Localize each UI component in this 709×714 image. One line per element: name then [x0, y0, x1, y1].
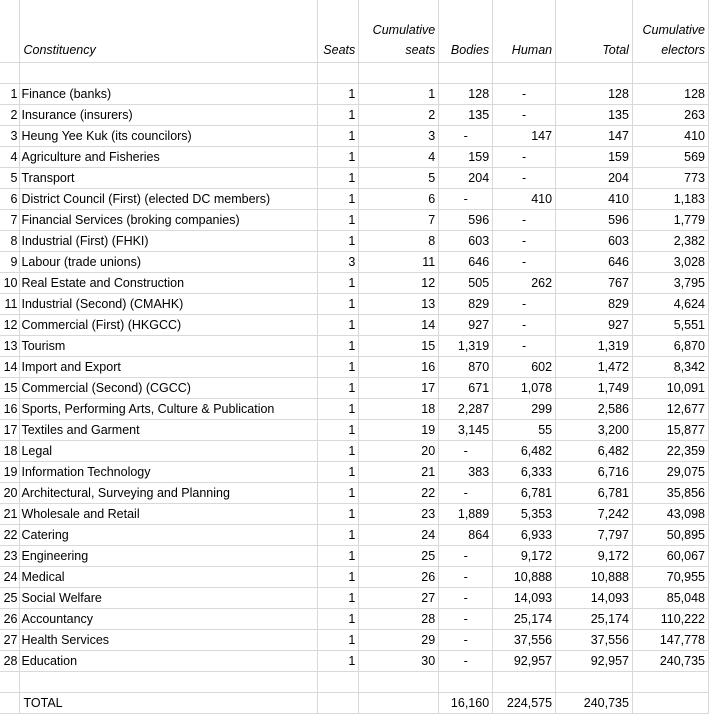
row-seats[interactable]: 1 — [318, 651, 359, 672]
table-row — [0, 252, 709, 273]
row-constituency[interactable]: Information Technology — [20, 462, 318, 483]
row-constituency[interactable]: Insurance (insurers) — [20, 105, 318, 126]
row-index[interactable]: 15 — [0, 378, 20, 399]
row-cumulative-electors[interactable]: 4,624 — [632, 294, 708, 315]
row-total[interactable]: 159 — [556, 147, 633, 168]
row-seats[interactable]: 1 — [318, 210, 359, 231]
table-row — [0, 420, 709, 441]
row-cumulative-electors[interactable]: 1,183 — [632, 189, 708, 210]
row-index[interactable]: 11 — [0, 294, 20, 315]
row-cumulative-seats[interactable]: 22 — [359, 483, 439, 504]
row-cumulative-seats[interactable]: 1 — [359, 84, 439, 105]
row-bodies[interactable]: - — [439, 567, 493, 588]
table-row — [0, 231, 709, 252]
total-bodies[interactable]: 16,160 — [439, 693, 493, 714]
row-human[interactable]: 147 — [493, 126, 556, 147]
row-index[interactable]: 16 — [0, 399, 20, 420]
row-constituency[interactable]: Financial Services (broking companies) — [20, 210, 318, 231]
row-cumulative-electors[interactable]: 3,795 — [632, 273, 708, 294]
row-total[interactable]: 37,556 — [556, 630, 633, 651]
total-seats-cell[interactable] — [318, 693, 359, 714]
header-cumulative-electors-line1: Cumulative — [642, 23, 705, 37]
row-human[interactable]: 299 — [493, 399, 556, 420]
row-bodies[interactable]: 128 — [439, 84, 493, 105]
row-total[interactable]: 1,472 — [556, 357, 633, 378]
row-index[interactable]: 13 — [0, 336, 20, 357]
row-seats[interactable]: 1 — [318, 462, 359, 483]
row-seats[interactable]: 3 — [318, 252, 359, 273]
row-total[interactable]: 767 — [556, 273, 633, 294]
cell[interactable] — [493, 63, 556, 84]
row-constituency[interactable]: Accountancy — [20, 609, 318, 630]
row-total[interactable]: 6,482 — [556, 441, 633, 462]
row-total[interactable]: 147 — [556, 126, 633, 147]
cell[interactable] — [20, 63, 318, 84]
row-cumulative-electors[interactable]: 410 — [632, 126, 708, 147]
header-constituency[interactable]: Constituency — [20, 0, 318, 63]
row-bodies[interactable]: 671 — [439, 378, 493, 399]
cell[interactable] — [359, 63, 439, 84]
table-row — [0, 168, 709, 189]
row-index[interactable]: 21 — [0, 504, 20, 525]
cell[interactable] — [493, 672, 556, 693]
row-human[interactable]: 5,353 — [493, 504, 556, 525]
table-row — [0, 336, 709, 357]
total-row — [0, 693, 709, 714]
row-constituency[interactable]: Import and Export — [20, 357, 318, 378]
cell[interactable] — [20, 672, 318, 693]
row-constituency[interactable]: Textiles and Garment — [20, 420, 318, 441]
cell[interactable] — [556, 63, 633, 84]
header-human[interactable]: Human — [493, 0, 556, 63]
row-cumulative-seats[interactable]: 27 — [359, 588, 439, 609]
table-row — [0, 147, 709, 168]
row-bodies[interactable]: 383 — [439, 462, 493, 483]
row-total[interactable]: 603 — [556, 231, 633, 252]
total-total[interactable]: 240,735 — [556, 693, 633, 714]
header-total[interactable]: Total — [556, 0, 633, 63]
row-total[interactable]: 9,172 — [556, 546, 633, 567]
header-cumulative-electors[interactable] — [632, 0, 708, 63]
row-human[interactable]: - — [493, 294, 556, 315]
row-cumulative-seats[interactable]: 18 — [359, 399, 439, 420]
row-seats[interactable]: 1 — [318, 504, 359, 525]
row-index[interactable]: 7 — [0, 210, 20, 231]
cell[interactable] — [0, 672, 20, 693]
row-index[interactable]: 12 — [0, 315, 20, 336]
row-total[interactable]: 1,319 — [556, 336, 633, 357]
row-cumulative-electors[interactable]: 10,091 — [632, 378, 708, 399]
row-seats[interactable]: 1 — [318, 378, 359, 399]
row-cumulative-electors[interactable]: 70,955 — [632, 567, 708, 588]
row-human[interactable]: 6,781 — [493, 483, 556, 504]
row-human[interactable]: 1,078 — [493, 378, 556, 399]
row-cumulative-seats[interactable]: 28 — [359, 609, 439, 630]
row-constituency[interactable]: Medical — [20, 567, 318, 588]
table-row — [0, 189, 709, 210]
row-human[interactable]: - — [493, 105, 556, 126]
row-constituency[interactable]: Health Services — [20, 630, 318, 651]
row-bodies[interactable]: - — [439, 588, 493, 609]
row-cumulative-seats[interactable]: 21 — [359, 462, 439, 483]
row-human[interactable]: - — [493, 147, 556, 168]
header-row — [0, 0, 709, 63]
row-cumulative-electors[interactable]: 15,877 — [632, 420, 708, 441]
row-bodies[interactable]: 204 — [439, 168, 493, 189]
row-constituency[interactable]: Labour (trade unions) — [20, 252, 318, 273]
row-cumulative-electors[interactable]: 128 — [632, 84, 708, 105]
row-seats[interactable]: 1 — [318, 105, 359, 126]
row-human[interactable]: - — [493, 84, 556, 105]
row-seats[interactable]: 1 — [318, 630, 359, 651]
row-constituency[interactable]: Catering — [20, 525, 318, 546]
row-cumulative-seats[interactable]: 2 — [359, 105, 439, 126]
row-total[interactable]: 14,093 — [556, 588, 633, 609]
row-constituency[interactable]: Industrial (First) (FHKI) — [20, 231, 318, 252]
row-bodies[interactable]: 1,319 — [439, 336, 493, 357]
row-constituency[interactable]: Sports, Performing Arts, Culture & Publication — [20, 399, 318, 420]
row-seats[interactable]: 1 — [318, 399, 359, 420]
row-cumulative-seats[interactable]: 5 — [359, 168, 439, 189]
row-human[interactable]: 410 — [493, 189, 556, 210]
row-human[interactable]: 55 — [493, 420, 556, 441]
row-constituency[interactable]: Engineering — [20, 546, 318, 567]
table-row — [0, 504, 709, 525]
row-constituency[interactable]: District Council (First) (elected DC members) — [20, 189, 318, 210]
row-total[interactable]: 6,716 — [556, 462, 633, 483]
row-bodies[interactable]: 3,145 — [439, 420, 493, 441]
row-index[interactable]: 22 — [0, 525, 20, 546]
row-cumulative-electors[interactable]: 6,870 — [632, 336, 708, 357]
row-total[interactable]: 25,174 — [556, 609, 633, 630]
row-bodies[interactable]: - — [439, 609, 493, 630]
row-cumulative-seats[interactable]: 6 — [359, 189, 439, 210]
row-index[interactable]: 3 — [0, 126, 20, 147]
row-seats[interactable]: 1 — [318, 336, 359, 357]
row-index[interactable]: 4 — [0, 147, 20, 168]
row-index[interactable]: 27 — [0, 630, 20, 651]
row-bodies[interactable]: 927 — [439, 315, 493, 336]
row-constituency[interactable]: Heung Yee Kuk (its councilors) — [20, 126, 318, 147]
cell[interactable] — [359, 672, 439, 693]
row-total[interactable]: 927 — [556, 315, 633, 336]
row-bodies[interactable]: 603 — [439, 231, 493, 252]
row-total[interactable]: 2,586 — [556, 399, 633, 420]
row-constituency[interactable]: Education — [20, 651, 318, 672]
row-constituency[interactable]: Social Welfare — [20, 588, 318, 609]
row-cumulative-electors[interactable]: 240,735 — [632, 651, 708, 672]
row-bodies[interactable]: 1,889 — [439, 504, 493, 525]
table-row — [0, 378, 709, 399]
row-human[interactable]: - — [493, 252, 556, 273]
total-label[interactable]: TOTAL — [20, 693, 318, 714]
cell[interactable] — [318, 672, 359, 693]
cell[interactable] — [632, 63, 708, 84]
row-cumulative-electors[interactable]: 773 — [632, 168, 708, 189]
row-seats[interactable]: 1 — [318, 588, 359, 609]
row-human[interactable]: - — [493, 168, 556, 189]
row-cumulative-seats[interactable]: 24 — [359, 525, 439, 546]
spacer-row — [0, 672, 709, 693]
row-human[interactable]: - — [493, 210, 556, 231]
row-cumulative-seats[interactable]: 25 — [359, 546, 439, 567]
table-row — [0, 399, 709, 420]
table-row — [0, 315, 709, 336]
row-cumulative-electors[interactable]: 2,382 — [632, 231, 708, 252]
row-human[interactable]: - — [493, 231, 556, 252]
row-total[interactable]: 204 — [556, 168, 633, 189]
row-cumulative-seats[interactable]: 29 — [359, 630, 439, 651]
row-human[interactable]: 10,888 — [493, 567, 556, 588]
table-row — [0, 651, 709, 672]
row-seats[interactable]: 1 — [318, 231, 359, 252]
row-human[interactable]: - — [493, 315, 556, 336]
table-row — [0, 630, 709, 651]
cell[interactable] — [318, 63, 359, 84]
total-human[interactable]: 224,575 — [493, 693, 556, 714]
row-constituency[interactable]: Commercial (First) (HKGCC) — [20, 315, 318, 336]
row-seats[interactable]: 1 — [318, 168, 359, 189]
row-cumulative-seats[interactable]: 17 — [359, 378, 439, 399]
row-total[interactable]: 92,957 — [556, 651, 633, 672]
row-cumulative-electors[interactable]: 1,779 — [632, 210, 708, 231]
row-index[interactable]: 25 — [0, 588, 20, 609]
row-seats[interactable]: 1 — [318, 147, 359, 168]
row-bodies[interactable]: 505 — [439, 273, 493, 294]
table-row — [0, 273, 709, 294]
row-bodies[interactable]: - — [439, 546, 493, 567]
row-cumulative-electors[interactable]: 3,028 — [632, 252, 708, 273]
row-cumulative-electors[interactable]: 60,067 — [632, 546, 708, 567]
row-constituency[interactable]: Tourism — [20, 336, 318, 357]
row-index[interactable]: 28 — [0, 651, 20, 672]
row-bodies[interactable]: 870 — [439, 357, 493, 378]
row-index[interactable]: 10 — [0, 273, 20, 294]
row-bodies[interactable]: 864 — [439, 525, 493, 546]
row-cumulative-seats[interactable]: 30 — [359, 651, 439, 672]
row-cumulative-seats[interactable]: 15 — [359, 336, 439, 357]
row-seats[interactable]: 1 — [318, 483, 359, 504]
row-cumulative-electors[interactable]: 147,778 — [632, 630, 708, 651]
table-row — [0, 126, 709, 147]
table-row — [0, 588, 709, 609]
row-cumulative-electors[interactable]: 110,222 — [632, 609, 708, 630]
row-cumulative-seats[interactable]: 14 — [359, 315, 439, 336]
row-total[interactable]: 3,200 — [556, 420, 633, 441]
total-index-cell[interactable] — [0, 693, 20, 714]
row-index[interactable]: 17 — [0, 420, 20, 441]
row-seats[interactable]: 1 — [318, 273, 359, 294]
row-cumulative-electors[interactable]: 85,048 — [632, 588, 708, 609]
row-bodies[interactable]: - — [439, 189, 493, 210]
table-row — [0, 210, 709, 231]
cell[interactable] — [556, 672, 633, 693]
row-index[interactable]: 18 — [0, 441, 20, 462]
table-row — [0, 525, 709, 546]
table-row — [0, 294, 709, 315]
cell[interactable] — [0, 63, 20, 84]
row-bodies[interactable]: 646 — [439, 252, 493, 273]
spacer-row — [0, 63, 709, 84]
row-constituency[interactable]: Agriculture and Fisheries — [20, 147, 318, 168]
table-row — [0, 462, 709, 483]
row-total[interactable]: 7,797 — [556, 525, 633, 546]
row-total[interactable]: 596 — [556, 210, 633, 231]
row-index[interactable]: 9 — [0, 252, 20, 273]
row-index[interactable]: 2 — [0, 105, 20, 126]
row-human[interactable]: 9,172 — [493, 546, 556, 567]
row-bodies[interactable]: - — [439, 630, 493, 651]
row-total[interactable]: 128 — [556, 84, 633, 105]
header-cumulative-seats-line1: Cumulative — [372, 23, 436, 37]
row-cumulative-electors[interactable]: 35,856 — [632, 483, 708, 504]
row-human[interactable]: 602 — [493, 357, 556, 378]
row-seats[interactable]: 1 — [318, 525, 359, 546]
row-cumulative-seats[interactable]: 13 — [359, 294, 439, 315]
row-human[interactable]: 14,093 — [493, 588, 556, 609]
header-seats[interactable]: Seats — [318, 0, 359, 63]
row-cumulative-seats[interactable]: 20 — [359, 441, 439, 462]
row-human[interactable]: - — [493, 336, 556, 357]
table-row — [0, 609, 709, 630]
row-total[interactable]: 6,781 — [556, 483, 633, 504]
row-human[interactable]: 6,482 — [493, 441, 556, 462]
row-bodies[interactable]: - — [439, 441, 493, 462]
table-row — [0, 483, 709, 504]
row-constituency[interactable]: Commercial (Second) (CGCC) — [20, 378, 318, 399]
row-cumulative-electors[interactable]: 29,075 — [632, 462, 708, 483]
row-total[interactable]: 646 — [556, 252, 633, 273]
row-bodies[interactable]: 2,287 — [439, 399, 493, 420]
row-cumulative-electors[interactable]: 263 — [632, 105, 708, 126]
row-cumulative-electors[interactable]: 12,677 — [632, 399, 708, 420]
row-bodies[interactable]: 135 — [439, 105, 493, 126]
row-seats[interactable]: 1 — [318, 567, 359, 588]
row-human[interactable]: 6,333 — [493, 462, 556, 483]
row-seats[interactable]: 1 — [318, 84, 359, 105]
header-bodies[interactable]: Bodies — [439, 0, 493, 63]
row-index[interactable]: 20 — [0, 483, 20, 504]
row-index[interactable]: 26 — [0, 609, 20, 630]
row-index[interactable]: 1 — [0, 84, 20, 105]
total-cumulative-electors-cell[interactable] — [632, 693, 708, 714]
row-constituency[interactable]: Legal — [20, 441, 318, 462]
row-cumulative-electors[interactable]: 569 — [632, 147, 708, 168]
row-seats[interactable]: 1 — [318, 609, 359, 630]
row-cumulative-seats[interactable]: 19 — [359, 420, 439, 441]
row-cumulative-seats[interactable]: 3 — [359, 126, 439, 147]
header-cumulative-electors-line2: electors — [661, 43, 705, 57]
row-bodies[interactable]: 829 — [439, 294, 493, 315]
row-total[interactable]: 410 — [556, 189, 633, 210]
row-human[interactable]: 6,933 — [493, 525, 556, 546]
row-cumulative-seats[interactable]: 8 — [359, 231, 439, 252]
row-seats[interactable]: 1 — [318, 126, 359, 147]
row-seats[interactable]: 1 — [318, 294, 359, 315]
row-seats[interactable]: 1 — [318, 357, 359, 378]
row-human[interactable]: 262 — [493, 273, 556, 294]
row-bodies[interactable]: - — [439, 483, 493, 504]
row-cumulative-electors[interactable]: 8,342 — [632, 357, 708, 378]
row-index[interactable]: 6 — [0, 189, 20, 210]
row-constituency[interactable]: Architectural, Surveying and Planning — [20, 483, 318, 504]
row-index[interactable]: 23 — [0, 546, 20, 567]
row-total[interactable]: 829 — [556, 294, 633, 315]
header-cumulative-seats-line2: seats — [405, 43, 436, 57]
row-bodies[interactable]: - — [439, 651, 493, 672]
row-index[interactable]: 24 — [0, 567, 20, 588]
row-constituency[interactable]: Industrial (Second) (CMAHK) — [20, 294, 318, 315]
total-cumulative-seats-cell[interactable] — [359, 693, 439, 714]
row-bodies[interactable]: - — [439, 126, 493, 147]
row-seats[interactable]: 1 — [318, 189, 359, 210]
row-cumulative-electors[interactable]: 43,098 — [632, 504, 708, 525]
row-total[interactable]: 7,242 — [556, 504, 633, 525]
table-row — [0, 546, 709, 567]
row-cumulative-seats[interactable]: 7 — [359, 210, 439, 231]
header-index-cell — [0, 0, 20, 63]
table-row — [0, 84, 709, 105]
row-cumulative-seats[interactable]: 12 — [359, 273, 439, 294]
cell[interactable] — [439, 63, 493, 84]
row-index[interactable]: 19 — [0, 462, 20, 483]
table-row — [0, 105, 709, 126]
header-cumulative-seats[interactable] — [359, 0, 439, 63]
cell[interactable] — [632, 672, 708, 693]
row-total[interactable]: 135 — [556, 105, 633, 126]
table-row — [0, 567, 709, 588]
row-cumulative-electors[interactable]: 50,895 — [632, 525, 708, 546]
row-human[interactable]: 37,556 — [493, 630, 556, 651]
row-index[interactable]: 14 — [0, 357, 20, 378]
row-cumulative-seats[interactable]: 16 — [359, 357, 439, 378]
row-seats[interactable]: 1 — [318, 546, 359, 567]
row-human[interactable]: 92,957 — [493, 651, 556, 672]
row-constituency[interactable]: Finance (banks) — [20, 84, 318, 105]
row-index[interactable]: 8 — [0, 231, 20, 252]
row-bodies[interactable]: 159 — [439, 147, 493, 168]
row-seats[interactable]: 1 — [318, 441, 359, 462]
row-human[interactable]: 25,174 — [493, 609, 556, 630]
table-row — [0, 357, 709, 378]
row-cumulative-seats[interactable]: 4 — [359, 147, 439, 168]
row-cumulative-electors[interactable]: 5,551 — [632, 315, 708, 336]
row-bodies[interactable]: 596 — [439, 210, 493, 231]
table-row — [0, 441, 709, 462]
row-seats[interactable]: 1 — [318, 420, 359, 441]
row-cumulative-electors[interactable]: 22,359 — [632, 441, 708, 462]
row-index[interactable]: 5 — [0, 168, 20, 189]
row-cumulative-seats[interactable]: 26 — [359, 567, 439, 588]
row-constituency[interactable]: Real Estate and Construction — [20, 273, 318, 294]
row-constituency[interactable]: Wholesale and Retail — [20, 504, 318, 525]
row-seats[interactable]: 1 — [318, 315, 359, 336]
row-total[interactable]: 1,749 — [556, 378, 633, 399]
row-constituency[interactable]: Transport — [20, 168, 318, 189]
row-total[interactable]: 10,888 — [556, 567, 633, 588]
cell[interactable] — [439, 672, 493, 693]
row-cumulative-seats[interactable]: 11 — [359, 252, 439, 273]
row-cumulative-seats[interactable]: 23 — [359, 504, 439, 525]
